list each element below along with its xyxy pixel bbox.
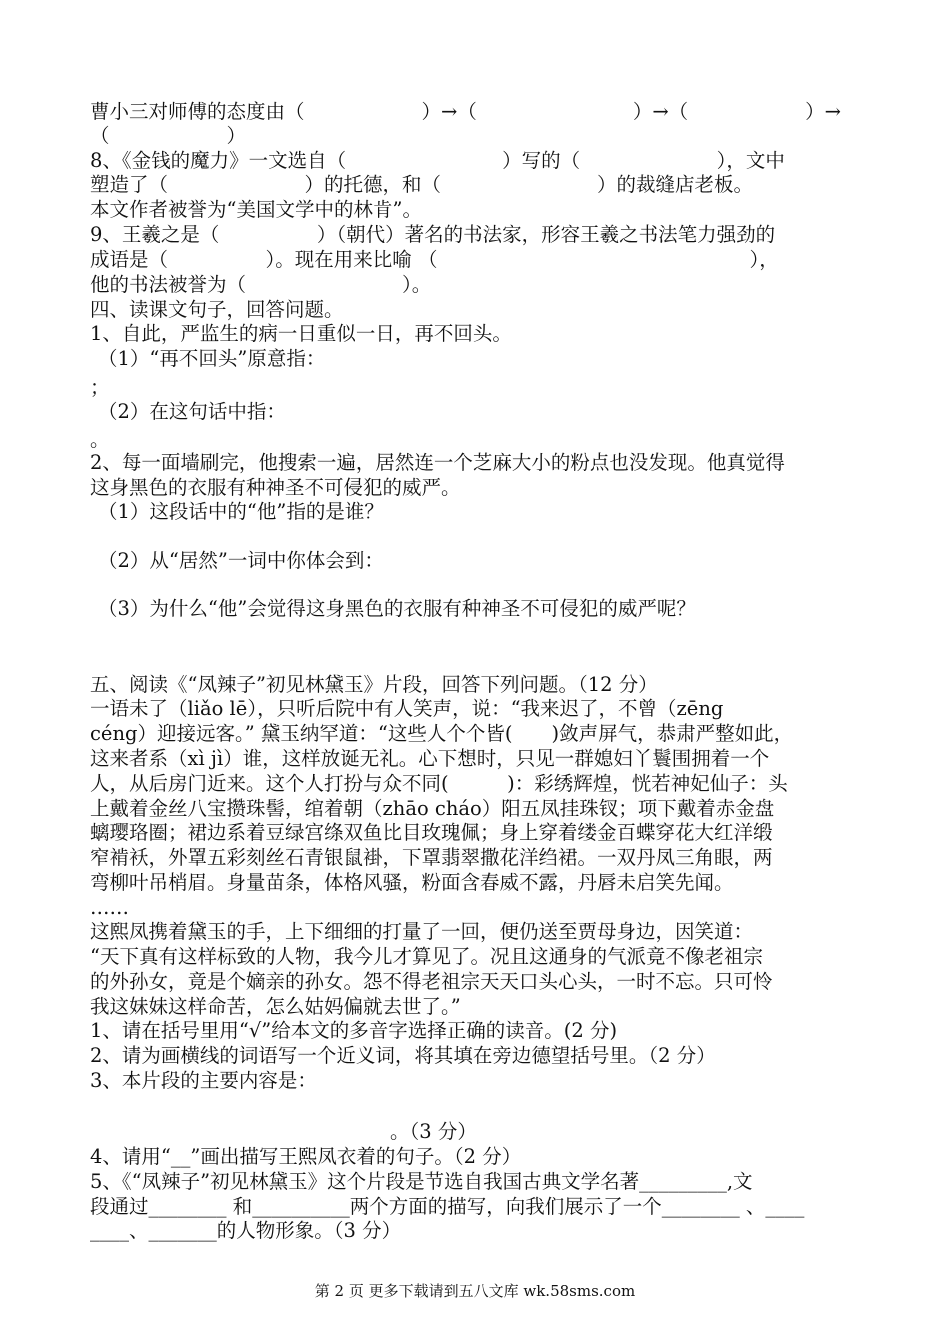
text-line: 螭璎珞圈；裙边系着豆绿宫绦双鱼比目玫瑰佩；身上穿着缕金百蝶穿花大红洋缎 [90,821,773,844]
text-line: 段通过________ 和__________两个方面的描写，向我们展示了一个________ 、____ [90,1195,805,1218]
text-line: …… [90,896,129,919]
text-line: 1、请在括号里用“√”给本文的多音字选择正确的读音。(2 分) [90,1019,618,1042]
text-line: 。（3 分） [390,1120,477,1143]
text-line: 的外孙女，竟是个嫡亲的孙女。怨不得老祖宗天天口头心头，一时不忘。只可怜 [90,970,773,993]
text-line: 这熙凤携着黛玉的手，上下细细的打量了一回，便仍送至贾母身边，因笑道： [90,920,754,943]
text-line: 四、读课文句子，回答问题。 [90,298,344,321]
text-line: ； [90,376,110,399]
text-line: 2、请为画横线的词语写一个近义词，将其填在旁边德望括号里。（2 分） [90,1044,716,1067]
text-line: 这来者系（xì jì）谁，这样放诞无礼。心下想时，只见一群媳妇丫鬟围拥着一个 [90,747,770,770]
text-line: （2）在这句话中指： [98,400,286,423]
text-line: 曹小三对师傅的态度由（ ）→（ ）→（ ）→ [90,100,842,123]
text-line: 他的书法被誉为（ ）。 [90,273,432,296]
text-line: 人，从后房门近来。这个人打扮与众不同( )：彩绣辉煌，恍若神妃仙子：头 [90,772,788,795]
text-line: 我这妹妹这样命苦，怎么姑妈偏就去世了。” [90,995,461,1018]
text-line: 塑造了（ ）的托德，和（ ）的裁缝店老板。 [90,173,754,196]
text-line: 弯柳叶吊梢眉。身量苗条，体格风骚，粉面含春威不露，丹唇未启笑先闻。 [90,871,734,894]
text-line: “天下真有这样标致的人物，我今儿才算见了。况且这通身的气派竟不像老祖宗 [90,945,763,968]
text-line: （2）从“居然”一词中你体会到： [98,549,384,572]
text-line: 2、每一面墙刷完，他搜索一遍，居然连一个芝麻大小的粉点也没发现。他真觉得 [90,451,785,474]
text-line: 4、请用“__”画出描写王熙凤衣着的句子。（2 分） [90,1145,522,1168]
text-line: 上戴着金丝八宝攒珠髻，绾着朝（zhāo cháo）阳五凤挂珠钗；项下戴着赤金盘 [90,797,775,820]
text-line: céng）迎接远客。” 黛玉纳罕道：“这些人个个皆( )敛声屏气，恭肃严整如此， [90,722,794,745]
text-line: 。 [90,428,110,451]
text-line: （ ） [90,124,247,147]
page-footer: 第 2 页 更多下载请到五八文库 wk.58sms.com [314,1282,636,1300]
text-line: 9、王羲之是（ ）（朝代）著名的书法家，形容王羲之书法笔力强劲的 [90,223,776,246]
text-line: ____、_______的人物形象。（3 分） [90,1219,402,1242]
text-line: 1、自此，严监生的病一日重似一日，再不回头。 [90,322,512,345]
text-line: （3）为什么“他”会觉得这身黑色的衣服有种神圣不可侵犯的威严呢？ [98,597,696,620]
text-line: （1）“再不回头”原意指： [98,347,326,370]
text-line: 5、《“凤辣子”初见林黛玉》这个片段是节选自我国古典文学名著_________,文 [90,1170,753,1193]
text-line: 3、本片段的主要内容是： [90,1069,317,1092]
text-line: 8、《金钱的魔力》一文选自（ ）写的（ ），文中 [90,149,785,172]
text-line: 这身黑色的衣服有种神圣不可侵犯的威严。 [90,476,461,499]
text-line: 本文作者被誉为“美国文学中的林肯”。 [90,198,422,221]
text-line: 窄褃袄，外罩五彩刻丝石青银鼠褂，下罩翡翠撒花洋绉裙。一双丹凤三角眼，两 [90,846,773,869]
text-line: 成语是（ ）。现在用来比喻 （ ）， [90,248,779,271]
text-line: 五、阅读《“凤辣子”初见林黛玉》片段，回答下列问题。（12 分） [90,673,658,696]
text-line: 一语未了（liǎo lē），只听后院中有人笑声，说：“我来迟了，不曾（zēng [90,697,724,720]
text-line: （1）这段话中的“他”指的是谁？ [98,500,384,523]
